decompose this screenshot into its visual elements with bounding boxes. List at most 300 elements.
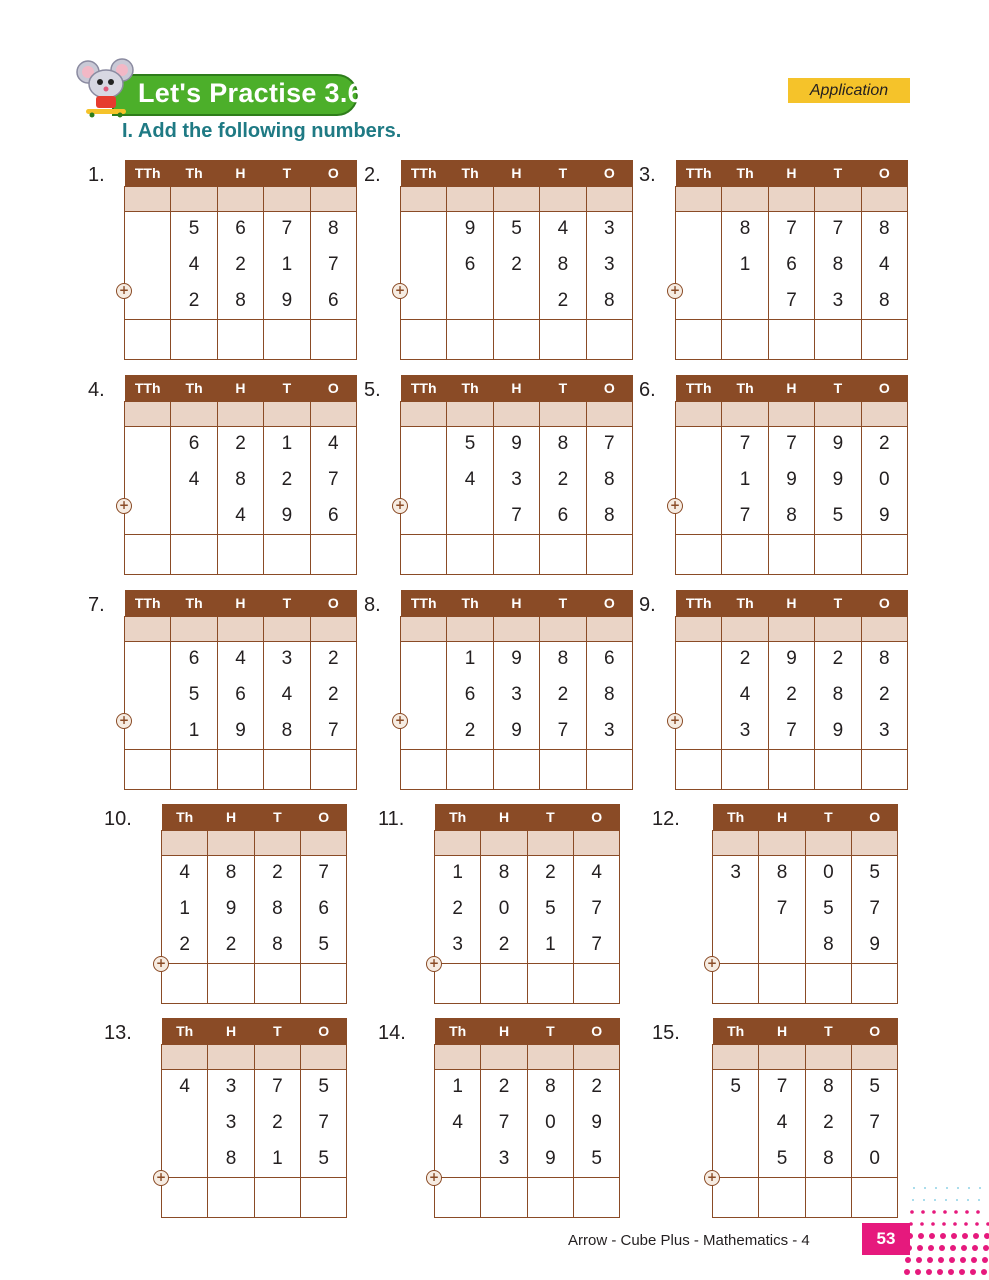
answer-cell[interactable] [861, 534, 907, 574]
answer-cell[interactable] [481, 963, 527, 1003]
answer-cell[interactable] [586, 749, 632, 789]
digit-cell: 7 [301, 855, 347, 891]
answer-cell[interactable] [540, 534, 586, 574]
column-header: T [540, 160, 586, 186]
digit-cell: 1 [435, 855, 481, 891]
answer-cell[interactable] [586, 534, 632, 574]
decor-dot [975, 1222, 979, 1226]
carry-cell[interactable] [768, 616, 814, 641]
digit-cell: 7 [493, 498, 539, 534]
carry-cell[interactable] [805, 830, 851, 855]
answer-cell[interactable] [217, 319, 263, 359]
carry-cell[interactable] [574, 830, 620, 855]
carry-cell[interactable] [217, 616, 263, 641]
answer-cell[interactable] [815, 534, 861, 574]
digit-cell: 6 [217, 211, 263, 247]
column-header: Th [447, 160, 493, 186]
answer-cell[interactable] [759, 1177, 805, 1217]
carry-cell[interactable] [447, 616, 493, 641]
problem-number: 13. [104, 1022, 132, 1044]
carry-cell[interactable] [493, 186, 539, 211]
digit-cell: 7 [310, 462, 356, 498]
addend-row [162, 927, 347, 963]
carry-cell[interactable] [861, 401, 907, 426]
answer-cell[interactable] [759, 963, 805, 1003]
carry-cell[interactable] [481, 830, 527, 855]
digit-cell: 8 [254, 891, 300, 927]
column-header: Th [435, 804, 481, 830]
carry-cell[interactable] [586, 616, 632, 641]
carry-cell[interactable] [540, 616, 586, 641]
answer-cell[interactable] [852, 963, 898, 1003]
carry-cell[interactable] [759, 1044, 805, 1069]
carry-cell[interactable] [171, 616, 217, 641]
answer-cell[interactable] [125, 749, 171, 789]
answer-cell[interactable] [722, 749, 768, 789]
carry-cell[interactable] [527, 1044, 573, 1069]
carry-cell[interactable] [254, 1044, 300, 1069]
column-header: O [586, 375, 632, 401]
problem-number: 5. [364, 379, 381, 401]
digit-cell: 3 [208, 1069, 254, 1105]
digit-cell: 8 [861, 283, 907, 319]
digit-cell: 9 [527, 1141, 573, 1177]
answer-cell[interactable] [493, 534, 539, 574]
carry-cell[interactable] [722, 616, 768, 641]
carry-cell[interactable] [527, 830, 573, 855]
column-header: Th [713, 804, 759, 830]
column-header: Th [171, 375, 217, 401]
carry-cell[interactable] [481, 1044, 527, 1069]
digit-cell: 0 [852, 1141, 898, 1177]
addend-row [162, 1141, 347, 1177]
digit-cell: 6 [171, 426, 217, 462]
column-header: H [768, 160, 814, 186]
answer-cell[interactable] [401, 534, 447, 574]
answer-cell[interactable] [310, 749, 356, 789]
column-header: H [217, 590, 263, 616]
digit-cell: 3 [208, 1105, 254, 1141]
answer-cell[interactable] [401, 749, 447, 789]
answer-row [676, 749, 908, 789]
answer-cell[interactable] [768, 749, 814, 789]
digit-cell: 4 [171, 462, 217, 498]
carry-cell[interactable] [162, 1044, 208, 1069]
answer-cell[interactable] [264, 319, 310, 359]
answer-cell[interactable] [217, 749, 263, 789]
decor-dot [949, 1257, 955, 1263]
answer-cell[interactable] [815, 319, 861, 359]
carry-cell[interactable] [217, 186, 263, 211]
answer-cell[interactable] [310, 534, 356, 574]
problem-number: 12. [652, 808, 680, 830]
digit-cell: 7 [586, 426, 632, 462]
carry-cell[interactable] [815, 186, 861, 211]
answer-cell[interactable] [540, 749, 586, 789]
digit-cell: 5 [713, 1069, 759, 1105]
carry-cell[interactable] [447, 186, 493, 211]
carry-cell[interactable] [805, 1044, 851, 1069]
digit-cell: 8 [208, 855, 254, 891]
digit-cell: 1 [435, 1069, 481, 1105]
digit-cell: 4 [574, 855, 620, 891]
digit-cell: 8 [527, 1069, 573, 1105]
decor-dot [918, 1233, 924, 1239]
carry-cell[interactable] [125, 616, 171, 641]
digit-cell: 7 [759, 891, 805, 927]
carry-cell[interactable] [713, 1044, 759, 1069]
digit-cell: 9 [493, 426, 539, 462]
answer-row [162, 963, 347, 1003]
decor-dot [970, 1269, 976, 1275]
digit-cell: 7 [768, 211, 814, 247]
digit-cell: 2 [805, 1105, 851, 1141]
digit-cell: 9 [493, 713, 539, 749]
answer-cell[interactable] [162, 1177, 208, 1217]
digit-cell [447, 498, 493, 534]
carry-cell[interactable] [125, 401, 171, 426]
carry-cell[interactable] [676, 616, 722, 641]
carry-row [125, 616, 357, 641]
answer-cell[interactable] [264, 534, 310, 574]
carry-cell[interactable] [815, 616, 861, 641]
answer-cell[interactable] [301, 963, 347, 1003]
answer-row [676, 319, 908, 359]
answer-cell[interactable] [208, 963, 254, 1003]
digit-cell [713, 1105, 759, 1141]
digit-cell: 2 [527, 855, 573, 891]
digit-cell: 4 [217, 498, 263, 534]
digit-cell: 1 [722, 462, 768, 498]
carry-cell[interactable] [301, 830, 347, 855]
place-value-table [161, 1018, 347, 1218]
digit-cell [125, 211, 171, 247]
addend-row [713, 1141, 898, 1177]
digit-cell: 2 [540, 283, 586, 319]
carry-cell[interactable] [768, 186, 814, 211]
footer-book-title: Arrow - Cube Plus - Mathematics - 4 [568, 1232, 810, 1249]
column-header: Th [435, 1018, 481, 1044]
digit-cell: 3 [586, 247, 632, 283]
addend-row [401, 426, 633, 462]
digit-cell: 2 [447, 713, 493, 749]
carry-cell[interactable] [586, 186, 632, 211]
carry-cell[interactable] [815, 401, 861, 426]
answer-cell[interactable] [254, 963, 300, 1003]
answer-cell[interactable] [676, 319, 722, 359]
answer-cell[interactable] [171, 534, 217, 574]
carry-cell[interactable] [722, 401, 768, 426]
decor-dot [943, 1210, 947, 1214]
digit-cell: 5 [852, 1069, 898, 1105]
problem-number: 4. [88, 379, 105, 401]
answer-cell[interactable] [676, 749, 722, 789]
plus-circle-icon: + [704, 1170, 720, 1186]
digit-cell: 5 [301, 927, 347, 963]
carry-cell[interactable] [768, 401, 814, 426]
digit-cell [676, 677, 722, 713]
digit-cell: 7 [759, 1069, 805, 1105]
carry-cell[interactable] [435, 1044, 481, 1069]
decor-dot [932, 1210, 936, 1214]
addend-row [162, 891, 347, 927]
answer-cell[interactable] [493, 319, 539, 359]
answer-cell[interactable] [310, 319, 356, 359]
digit-cell: 3 [586, 211, 632, 247]
carry-cell[interactable] [493, 401, 539, 426]
addend-row [401, 677, 633, 713]
carry-cell[interactable] [852, 830, 898, 855]
answer-cell[interactable] [540, 319, 586, 359]
digit-cell: 5 [759, 1141, 805, 1177]
decor-dot [912, 1199, 914, 1201]
digit-cell: 3 [861, 713, 907, 749]
answer-cell[interactable] [401, 319, 447, 359]
answer-cell[interactable] [722, 534, 768, 574]
answer-cell[interactable] [125, 319, 171, 359]
decor-dot [982, 1257, 988, 1263]
plus-circle-icon: + [153, 956, 169, 972]
column-header: Th [171, 160, 217, 186]
digit-cell: 2 [171, 283, 217, 319]
decor-dot [927, 1257, 933, 1263]
answer-cell[interactable] [815, 749, 861, 789]
carry-cell[interactable] [540, 186, 586, 211]
answer-cell[interactable] [208, 1177, 254, 1217]
digit-cell: 8 [815, 677, 861, 713]
answer-cell[interactable] [435, 963, 481, 1003]
answer-cell[interactable] [574, 963, 620, 1003]
carry-cell[interactable] [310, 186, 356, 211]
digit-cell: 7 [768, 283, 814, 319]
instruction-heading: I. Add the following numbers. [122, 120, 402, 142]
carry-cell[interactable] [435, 830, 481, 855]
column-header: H [768, 375, 814, 401]
digit-cell: 2 [310, 641, 356, 677]
digit-cell: 0 [481, 891, 527, 927]
digit-cell: 3 [481, 1141, 527, 1177]
column-header: H [208, 1018, 254, 1044]
column-header: Th [447, 375, 493, 401]
digit-cell [401, 211, 447, 247]
column-header: TTh [125, 375, 171, 401]
digit-cell: 2 [540, 677, 586, 713]
carry-cell[interactable] [401, 401, 447, 426]
digit-cell: 4 [759, 1105, 805, 1141]
digit-cell: 3 [493, 677, 539, 713]
column-header: O [574, 804, 620, 830]
application-tag: Application [788, 78, 910, 103]
answer-cell[interactable] [768, 319, 814, 359]
answer-cell[interactable] [447, 534, 493, 574]
addend-row [401, 713, 633, 749]
answer-row [401, 749, 633, 789]
carry-cell[interactable] [861, 616, 907, 641]
carry-cell[interactable] [208, 830, 254, 855]
decorative-dots [830, 1180, 989, 1280]
digit-cell: 1 [447, 641, 493, 677]
answer-row [125, 534, 357, 574]
carry-cell[interactable] [447, 401, 493, 426]
carry-cell[interactable] [310, 401, 356, 426]
decor-dot [983, 1245, 989, 1251]
digit-cell: 9 [852, 927, 898, 963]
column-header: H [768, 590, 814, 616]
digit-cell [125, 426, 171, 462]
decor-dot [906, 1245, 912, 1251]
problem-number: 1. [88, 164, 105, 186]
decor-dot [938, 1257, 944, 1263]
carry-cell[interactable] [310, 616, 356, 641]
digit-cell: 8 [861, 641, 907, 677]
carry-cell[interactable] [852, 1044, 898, 1069]
carry-cell[interactable] [254, 830, 300, 855]
digit-cell: 7 [540, 713, 586, 749]
answer-row [162, 1177, 347, 1217]
column-header: O [310, 160, 356, 186]
place-value-table [675, 160, 908, 360]
decor-dot [942, 1222, 946, 1226]
answer-row [125, 319, 357, 359]
carry-row [676, 616, 908, 641]
decor-dot [956, 1199, 958, 1201]
digit-cell: 4 [435, 1105, 481, 1141]
answer-cell[interactable] [254, 1177, 300, 1217]
carry-cell[interactable] [171, 186, 217, 211]
column-header: H [759, 1018, 805, 1044]
decor-dot [937, 1269, 943, 1275]
digit-cell: 9 [493, 641, 539, 677]
carry-cell[interactable] [722, 186, 768, 211]
digit-cell: 2 [217, 426, 263, 462]
addend-row [676, 211, 908, 247]
digit-cell: 7 [481, 1105, 527, 1141]
answer-cell[interactable] [768, 534, 814, 574]
answer-row [125, 749, 357, 789]
digit-cell: 9 [264, 498, 310, 534]
digit-cell: 9 [217, 713, 263, 749]
carry-cell[interactable] [162, 830, 208, 855]
addend-row [401, 247, 633, 283]
answer-cell[interactable] [435, 1177, 481, 1217]
carry-row [401, 616, 633, 641]
decor-dot [978, 1199, 980, 1201]
answer-cell[interactable] [493, 749, 539, 789]
digit-cell [676, 247, 722, 283]
decor-dot [973, 1233, 979, 1239]
answer-cell[interactable] [527, 963, 573, 1003]
answer-cell[interactable] [676, 534, 722, 574]
digit-cell: 3 [493, 462, 539, 498]
carry-cell[interactable] [493, 616, 539, 641]
addend-row [676, 283, 908, 319]
answer-cell[interactable] [171, 749, 217, 789]
column-header: T [254, 804, 300, 830]
carry-cell[interactable] [264, 186, 310, 211]
carry-cell[interactable] [861, 186, 907, 211]
carry-row [401, 401, 633, 426]
carry-cell[interactable] [264, 616, 310, 641]
addend-row [676, 462, 908, 498]
answer-cell[interactable] [162, 963, 208, 1003]
answer-cell[interactable] [125, 534, 171, 574]
digit-cell: 6 [447, 677, 493, 713]
carry-cell[interactable] [264, 401, 310, 426]
carry-cell[interactable] [676, 186, 722, 211]
answer-cell[interactable] [574, 1177, 620, 1217]
carry-cell[interactable] [540, 401, 586, 426]
decor-dot [967, 1199, 969, 1201]
answer-cell[interactable] [447, 319, 493, 359]
problem-number: 9. [639, 594, 656, 616]
answer-cell[interactable] [861, 749, 907, 789]
decor-dot [913, 1187, 915, 1189]
decor-dot [928, 1245, 934, 1251]
carry-cell[interactable] [125, 186, 171, 211]
answer-cell[interactable] [861, 319, 907, 359]
carry-cell[interactable] [301, 1044, 347, 1069]
carry-cell[interactable] [676, 401, 722, 426]
problem-number: 3. [639, 164, 656, 186]
carry-cell[interactable] [217, 401, 263, 426]
answer-cell[interactable] [217, 534, 263, 574]
digit-cell [125, 641, 171, 677]
carry-cell[interactable] [574, 1044, 620, 1069]
carry-row [676, 186, 908, 211]
mouse-mascot-icon [76, 58, 138, 118]
answer-cell[interactable] [713, 1177, 759, 1217]
digit-cell: 9 [815, 462, 861, 498]
addend-row [676, 677, 908, 713]
answer-cell[interactable] [805, 963, 851, 1003]
digit-cell: 7 [310, 247, 356, 283]
digit-cell: 7 [574, 891, 620, 927]
carry-cell[interactable] [401, 186, 447, 211]
carry-cell[interactable] [401, 616, 447, 641]
answer-cell[interactable] [481, 1177, 527, 1217]
carry-cell[interactable] [171, 401, 217, 426]
answer-cell[interactable] [264, 749, 310, 789]
decor-dot [962, 1233, 968, 1239]
answer-cell[interactable] [527, 1177, 573, 1217]
carry-cell[interactable] [586, 401, 632, 426]
carry-cell[interactable] [713, 830, 759, 855]
decor-dot [921, 1210, 925, 1214]
column-header: H [217, 160, 263, 186]
answer-cell[interactable] [713, 963, 759, 1003]
digit-cell: 8 [481, 855, 527, 891]
answer-cell[interactable] [171, 319, 217, 359]
place-value-table [124, 590, 357, 790]
digit-cell: 1 [171, 713, 217, 749]
column-header: Th [722, 160, 768, 186]
answer-cell[interactable] [447, 749, 493, 789]
digit-cell: 8 [264, 713, 310, 749]
digit-cell: 0 [527, 1105, 573, 1141]
carry-cell[interactable] [759, 830, 805, 855]
carry-cell[interactable] [208, 1044, 254, 1069]
digit-cell: 8 [217, 283, 263, 319]
plus-circle-icon: + [392, 498, 408, 514]
column-header: T [815, 375, 861, 401]
addend-row [125, 641, 357, 677]
digit-cell: 8 [586, 677, 632, 713]
answer-cell[interactable] [586, 319, 632, 359]
answer-cell[interactable] [722, 319, 768, 359]
addend-row [676, 641, 908, 677]
digit-cell [401, 247, 447, 283]
answer-cell[interactable] [301, 1177, 347, 1217]
